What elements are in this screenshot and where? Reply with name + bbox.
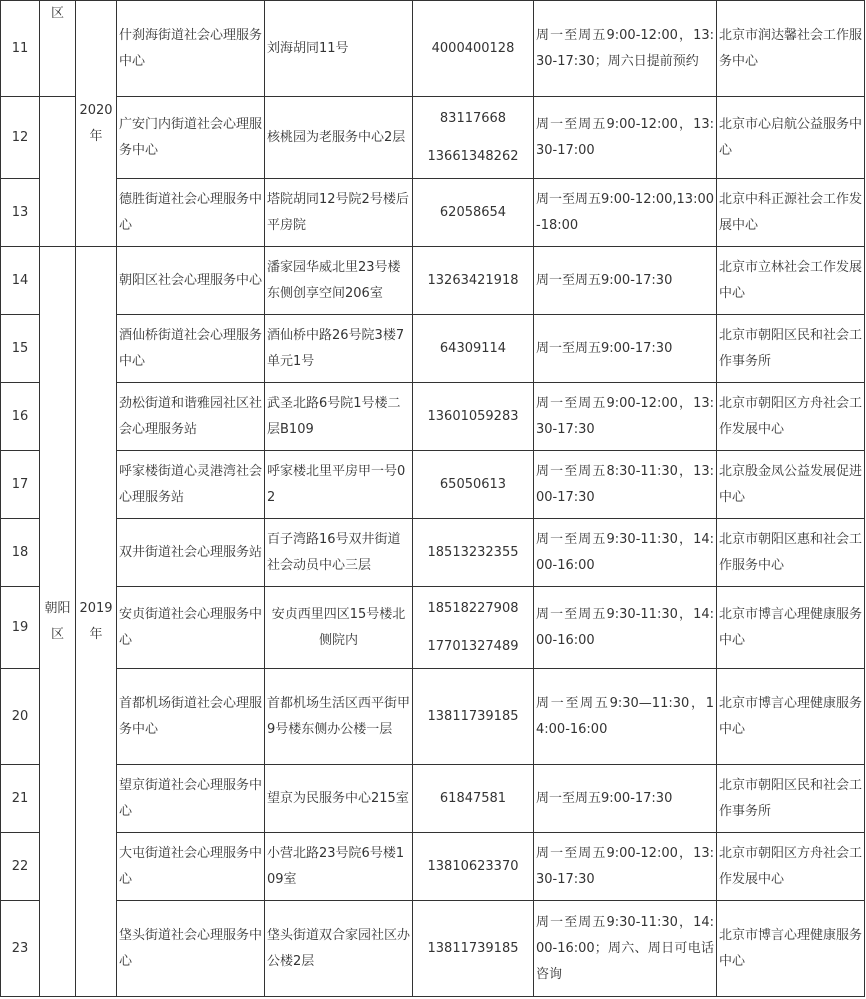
table-row <box>1 587 865 669</box>
row-number: 20 <box>1 669 40 765</box>
center-phone <box>413 247 534 315</box>
center-phone <box>413 519 534 587</box>
center-name: 德胜街道社会心理服务中心 <box>117 179 265 247</box>
phone-number: 13661348262 <box>427 148 519 164</box>
district-cell: 区 <box>40 1 76 97</box>
center-phone <box>413 179 534 247</box>
center-address: 百子湾路16号双井街道社会动员中心三层 <box>265 519 413 587</box>
operating-org: 北京市朝阳区民和社会工作事务所 <box>717 765 865 833</box>
center-hours: 周一至周五9:30—11:30，14:00-16:00 <box>534 669 717 765</box>
phone-number: 13811739185 <box>427 940 519 956</box>
year-cell: 2020 年 <box>76 1 117 247</box>
operating-org: 北京市润达馨社会工作服务中心 <box>717 1 865 97</box>
row-number: 21 <box>1 765 40 833</box>
row-number: 12 <box>1 97 40 179</box>
center-name: 双井街道社会心理服务站 <box>117 519 265 587</box>
phone-number: 13601059283 <box>427 408 519 424</box>
operating-org: 北京市朝阳区方舟社会工作发展中心 <box>717 833 865 901</box>
operating-org: 北京市立林社会工作发展中心 <box>717 247 865 315</box>
center-address: 武圣北路6号院1号楼二层B109 <box>265 383 413 451</box>
table-row <box>1 383 865 451</box>
table-row <box>1 519 865 587</box>
center-name: 大屯街道社会心理服务中心 <box>117 833 265 901</box>
center-name: 望京街道社会心理服务中心 <box>117 765 265 833</box>
center-name: 安贞街道社会心理服务中心 <box>117 587 265 669</box>
center-name: 首都机场街道社会心理服务中心 <box>117 669 265 765</box>
center-address: 塔院胡同12号院2号楼后平房院 <box>265 179 413 247</box>
year-cell: 2019 年 <box>76 247 117 997</box>
operating-org: 北京中科正源社会工作发展中心 <box>717 179 865 247</box>
phone-number: 17701327489 <box>427 638 519 654</box>
center-hours: 周一至周五9:30-11:30，14:00-16:00 <box>534 519 717 587</box>
row-number: 11 <box>1 1 40 97</box>
phone-number: 18518227908 <box>427 600 519 616</box>
center-phone <box>413 315 534 383</box>
center-phone <box>413 383 534 451</box>
center-address: 刘海胡同11号 <box>265 1 413 97</box>
center-address: 小营北路23号院6号楼109室 <box>265 833 413 901</box>
center-phone <box>413 587 534 669</box>
center-phone <box>413 765 534 833</box>
center-name: 劲松街道和谐雅园社区社会心理服务站 <box>117 383 265 451</box>
center-name: 朝阳区社会心理服务中心 <box>117 247 265 315</box>
phone-number: 61847581 <box>439 790 507 806</box>
center-phone <box>413 833 534 901</box>
table-row <box>1 765 865 833</box>
row-number: 22 <box>1 833 40 901</box>
table-row <box>1 451 865 519</box>
center-name: 什刹海街道社会心理服务中心 <box>117 1 265 97</box>
phone-number: 83117668 <box>439 110 507 126</box>
center-address: 酒仙桥中路26号院3楼7单元1号 <box>265 315 413 383</box>
phone-number: 13810623370 <box>427 858 519 874</box>
center-address: 望京为民服务中心215室 <box>265 765 413 833</box>
row-number: 18 <box>1 519 40 587</box>
center-phone <box>413 901 534 997</box>
center-hours: 周一至周五9:00-12:00，13:30-17:30 <box>534 833 717 901</box>
row-number: 19 <box>1 587 40 669</box>
center-phone <box>413 451 534 519</box>
row-number: 15 <box>1 315 40 383</box>
center-phone <box>413 669 534 765</box>
center-hours: 周一至周五9:00-17:30 <box>534 765 717 833</box>
operating-org: 北京市朝阳区惠和社会工作服务中心 <box>717 519 865 587</box>
row-number: 17 <box>1 451 40 519</box>
operating-org: 北京市博言心理健康服务中心 <box>717 587 865 669</box>
center-hours: 周一至周五9:30-11:30，14:00-16:00 <box>534 587 717 669</box>
center-address: 安贞西里四区15号楼北侧院内 <box>265 587 413 669</box>
center-name: 垡头街道社会心理服务中心 <box>117 901 265 997</box>
phone-number: 65050613 <box>439 476 507 492</box>
phone-number: 13263421918 <box>427 272 519 288</box>
operating-org: 北京市博言心理健康服务中心 <box>717 669 865 765</box>
center-address: 核桃园为老服务中心2层 <box>265 97 413 179</box>
center-hours: 周一至周五9:00-17:30 <box>534 315 717 383</box>
district-cell: 朝阳 区 <box>40 247 76 997</box>
row-number: 14 <box>1 247 40 315</box>
table-row <box>1 1 865 97</box>
center-phone <box>413 1 534 97</box>
table-row <box>1 669 865 765</box>
table-row <box>1 833 865 901</box>
phone-number: 64309114 <box>439 340 507 356</box>
center-address: 潘家园华威北里23号楼东侧创享空间206室 <box>265 247 413 315</box>
center-name: 广安门内街道社会心理服务中心 <box>117 97 265 179</box>
center-name: 酒仙桥街道社会心理服务中心 <box>117 315 265 383</box>
center-hours: 周一至周五9:00-17:30 <box>534 247 717 315</box>
operating-org: 北京市朝阳区方舟社会工作发展中心 <box>717 383 865 451</box>
center-phone <box>413 97 534 179</box>
table-row <box>1 247 865 315</box>
center-name: 呼家楼街道心灵港湾社会心理服务站 <box>117 451 265 519</box>
table-row <box>1 315 865 383</box>
center-hours: 周一至周五9:30-11:30，14:00-16:00；周六、周日可电话咨询 <box>534 901 717 997</box>
table-row <box>1 901 865 997</box>
phone-number: 62058654 <box>439 204 507 220</box>
center-hours: 周一至周五8:30-11:30，13:00-17:30 <box>534 451 717 519</box>
center-hours: 周一至周五9:00-12:00,13:00-18:00 <box>534 179 717 247</box>
table-row <box>1 179 865 247</box>
center-hours: 周一至周五9:00-12:00，13:30-17:30 <box>534 383 717 451</box>
operating-org: 北京市博言心理健康服务中心 <box>717 901 865 997</box>
phone-number: 13811739185 <box>427 708 519 724</box>
center-hours: 周一至周五9:00-12:00，13:30-17:00 <box>534 97 717 179</box>
operating-org: 北京市心启航公益服务中心 <box>717 97 865 179</box>
phone-number: 4000400128 <box>431 40 515 56</box>
table-row <box>1 97 865 179</box>
operating-org: 北京市朝阳区民和社会工作事务所 <box>717 315 865 383</box>
center-hours: 周一至周五9:00-12:00，13:30-17:30；周六日提前预约 <box>534 1 717 97</box>
center-address: 呼家楼北里平房甲一号02 <box>265 451 413 519</box>
district-cell-empty <box>40 97 76 247</box>
row-number: 16 <box>1 383 40 451</box>
center-address: 垡头街道双合家园社区办公楼2层 <box>265 901 413 997</box>
row-number: 13 <box>1 179 40 247</box>
row-number: 23 <box>1 901 40 997</box>
operating-org: 北京殷金凤公益发展促进中心 <box>717 451 865 519</box>
phone-number: 18513232355 <box>427 544 519 560</box>
center-address: 首都机场生活区西平街甲9号楼东侧办公楼一层 <box>265 669 413 765</box>
